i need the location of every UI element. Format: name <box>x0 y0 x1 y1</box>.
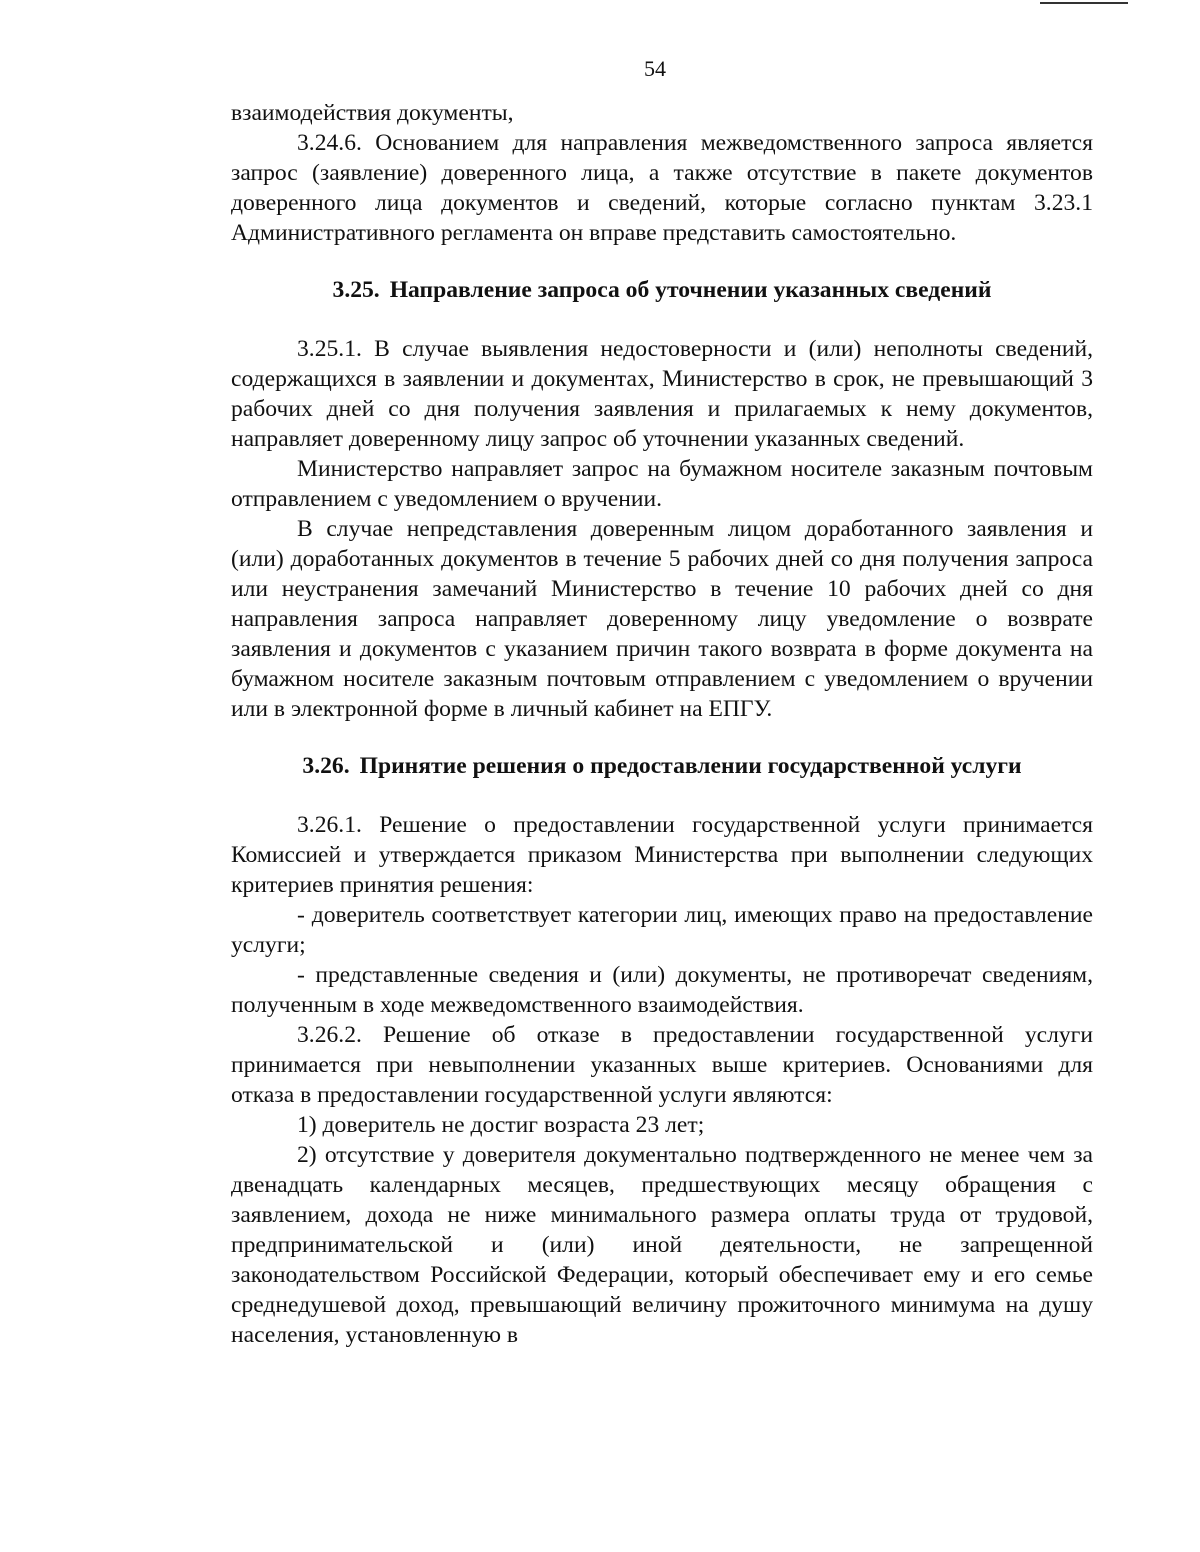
paragraph-3-26-1: 3.26.1. Решение о предоставлении государственной услуги принимается Комиссией и утверждается приказом Министерства при выполнении следующих критериев принятия решения: <box>231 812 1093 898</box>
list-item-criterion-2: - представленные сведения и (или) документы, не противоречат сведениям, полученным в ходе межведомственного взаимодействия. <box>231 962 1093 1018</box>
section-heading-3-25 <box>231 275 1093 305</box>
paragraph-continuation: взаимодействия документы, <box>231 100 514 126</box>
page-number: 54 <box>644 56 666 81</box>
paragraph-3-26-2: 3.26.2. Решение об отказе в предоставлении государственной услуги принимается при невыполнении указанных выше критериев. Основаниями для отказа в предоставлении государственной услуги являются: <box>231 1022 1093 1108</box>
paragraph-paper-request: Министерство направляет запрос на бумажном носителе заказным почтовым отправлением с уведомлением о вручении. <box>231 456 1093 512</box>
list-item-refusal-1: 1) доверитель не достиг возраста 23 лет; <box>297 1112 705 1138</box>
paragraph-return-notice: В случае непредставления доверенным лицом доработанного заявления и (или) доработанных документов в течение 5 рабочих дней со дня получения запроса или неустранения замечаний Министерство в течение 10 рабочих дней со дня направления запроса направляет доверенному лицу уведомление о возврате заявления и документов с указанием причин такого возврата в форме документа на бумажном носителе заказным почтовым отправлением с уведомлением о вручении или в электронной форме в личный кабинет на ЕПГУ. <box>231 516 1093 722</box>
section-number: 3.25. <box>332 277 380 303</box>
section-heading-3-26 <box>231 751 1093 781</box>
section-title: Направление запроса об уточнении указанных сведений <box>389 277 992 303</box>
document-body <box>231 98 1093 1350</box>
list-item-refusal-2: 2) отсутствие у доверителя документально подтвержденного не менее чем за двенадцать календарных месяцев, предшествующих месяцу обращения с заявлением, дохода не ниже минимального размера оплаты труда от трудовой, предпринимательской и (или) иной деятельности, не запрещенной законодательством Российской Федерации, который обеспечивает ему и его семье среднедушевой доход, превышающий величину прожиточного минимума на душу населения, установленную в <box>231 1142 1093 1348</box>
list-item-criterion-1: - доверитель соответствует категории лиц, имеющих право на предоставление услуги; <box>231 902 1093 958</box>
section-title: Принятие решения о предоставлении государственной услуги <box>359 753 1022 779</box>
paragraph-3-25-1: 3.25.1. В случае выявления недостоверности и (или) неполноты сведений, содержащихся в заявлении и документах, Министерство в срок, не превышающий 3 рабочих дней со дня получения заявления и прилагаемых к нему документов, направляет доверенному лицу запрос об уточнении указанных сведений. <box>231 336 1093 452</box>
scan-edge-mark <box>1040 2 1128 4</box>
paragraph-3-24-6: 3.24.6. Основанием для направления межведомственного запроса является запрос (заявление) доверенного лица, а также отсутствие в пакете документов доверенного лица документов и сведений, которые согласно пунктам 3.23.1 Административного регламента он вправе представить самостоятельно. <box>231 130 1093 246</box>
section-number: 3.26. <box>302 753 350 779</box>
